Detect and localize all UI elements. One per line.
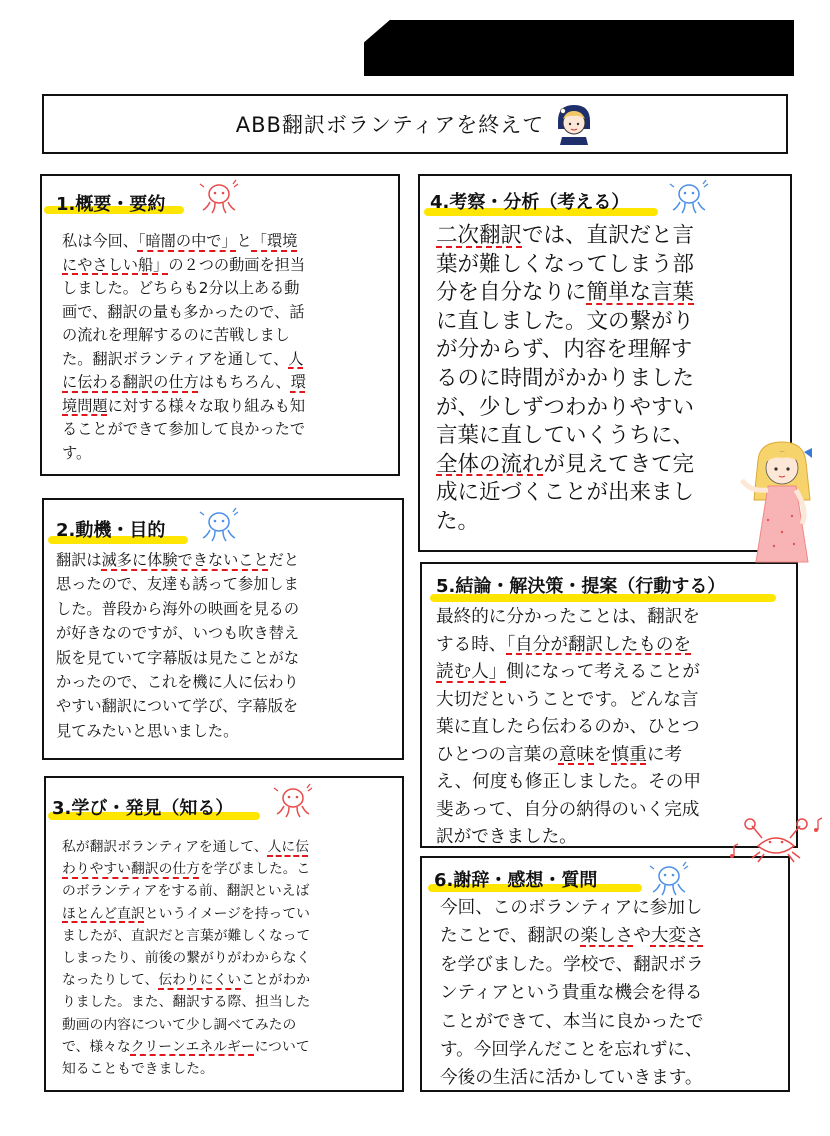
text-line [436, 394, 694, 423]
text-segment: た。翻訳ボランティアを通して、 [62, 349, 289, 368]
section-body-6 [440, 894, 704, 1093]
text-segment: 葉が難しくなってしまう部 [436, 251, 695, 277]
text-segment: を学びました。こ [199, 861, 311, 878]
text-line [62, 277, 306, 301]
text-segment: では、直訳だと言 [522, 223, 695, 248]
underlined-phrase: 伝わりにくい [158, 972, 242, 989]
text-line [436, 251, 694, 280]
text-segment: する時、 [436, 634, 507, 655]
page-title: ABB翻訳ボランティアを終えて [235, 113, 545, 137]
text-line [62, 230, 306, 254]
crab-icon [728, 816, 824, 866]
text-segment: に対する様々な取り組みも知 [107, 396, 305, 415]
text-segment: 動画の内容について少し調べてみたの [62, 1016, 297, 1033]
girl-avatar-icon [554, 101, 594, 147]
text-segment: 私が翻訳ボランティアを通して、 [62, 839, 268, 855]
text-line [62, 371, 306, 395]
text-segment: について [254, 1038, 310, 1055]
text-line [62, 925, 310, 947]
text-line [62, 1014, 310, 1036]
text-segment: の２つの動画を担当 [168, 255, 305, 274]
text-segment: で、様々な [62, 1038, 131, 1055]
section-heading-1: 1.概要・要約 [56, 194, 166, 215]
text-segment: 分を自分なりに [436, 280, 587, 306]
text-line [56, 597, 299, 621]
text-line [440, 951, 704, 979]
text-line [62, 442, 306, 466]
text-segment: を [594, 744, 612, 765]
text-segment: のボランティアをする前、翻訳といえば [62, 883, 310, 900]
text-line [440, 1036, 704, 1064]
text-segment: す。今回学んだことを忘れずに、 [440, 1040, 703, 1061]
octopus-icon [196, 506, 242, 546]
underlined-phrase: 「環境 [251, 232, 298, 250]
text-line [56, 548, 299, 572]
text-line [62, 991, 310, 1013]
text-segment: を学びました。学校で、翻訳ボラ [440, 954, 704, 975]
text-segment: 版を見ていて字幕版は見たことがな [56, 648, 299, 667]
text-line [56, 621, 299, 645]
text-segment: 葉に直したら伝わるのか、ひとつ [436, 717, 700, 737]
text-segment: ひとつの言葉の [436, 744, 559, 765]
text-segment: たことで、翻訳の [440, 926, 581, 947]
text-segment: なったりして、 [62, 972, 159, 989]
text-line [62, 395, 306, 419]
text-segment: 側になって考えることが [506, 662, 700, 682]
octopus-icon [270, 782, 316, 822]
text-line [436, 279, 694, 308]
text-segment: るのに時間がかかりました [436, 365, 695, 391]
section-body-1 [62, 230, 306, 465]
underlined-phrase: 読む人」 [436, 662, 507, 682]
header-black-tab [364, 20, 794, 76]
text-line [440, 922, 704, 950]
text-segment: ことがわか [241, 972, 311, 989]
text-line [440, 979, 704, 1007]
text-line [436, 336, 694, 365]
text-segment: す。 [62, 443, 92, 462]
underlined-phrase: 「暗闇の中で」 [137, 232, 237, 250]
underlined-phrase: 意味 [558, 744, 595, 765]
text-line [436, 222, 694, 251]
underlined-phrase: 滅多に体験できないこと [101, 551, 269, 569]
text-segment: と [236, 232, 252, 250]
section-body-2 [56, 548, 299, 743]
text-segment: の流れを理解するのに苦戦しまし [62, 326, 290, 344]
text-line [56, 670, 299, 694]
text-segment: 最終的に分かったことは、翻訳を [436, 607, 700, 627]
text-line [62, 254, 306, 278]
title-box [42, 94, 788, 154]
text-segment: が、少しずつわかりやすい [436, 394, 695, 420]
text-segment: やすい翻訳について学び、字幕版を [56, 697, 299, 716]
text-line [436, 687, 701, 715]
octopus-icon [196, 178, 242, 218]
section-body-3 [62, 836, 310, 1080]
text-line [436, 824, 701, 852]
text-line [436, 508, 694, 537]
text-line [62, 880, 310, 902]
text-segment: というイメージを持ってい [144, 905, 310, 922]
underlined-phrase: 人 [288, 349, 304, 368]
text-segment: ことができて、本当に良かったで [440, 1011, 704, 1032]
text-segment: た。 [436, 508, 480, 534]
text-line [62, 301, 306, 325]
text-line [436, 742, 701, 770]
text-segment: ンティアという貴重な機会を得る [440, 983, 703, 1004]
text-line [440, 894, 704, 922]
underlined-phrase: 人に伝 [267, 839, 309, 855]
text-segment: に考 [646, 744, 683, 765]
text-segment: ましたが、直訳だと言葉が難しくなって [62, 927, 311, 944]
underlined-phrase: 環 [290, 373, 306, 391]
text-line [56, 719, 299, 743]
text-segment: 大切だということです。どんな言 [436, 689, 699, 710]
text-line [436, 604, 701, 632]
text-line [62, 969, 310, 991]
text-segment: 今後の生活に活かしていきます。 [440, 1068, 703, 1089]
underlined-phrase: に伝わる翻訳の仕方 [62, 373, 199, 391]
text-line [436, 632, 701, 660]
section-heading-5: 5.結論・解決策・提案（行動する） [436, 576, 726, 597]
text-segment: 翻訳は [56, 551, 102, 569]
text-segment: が好きなのですが、いつも吹き替え [56, 624, 299, 643]
underlined-phrase: 二次翻訳 [436, 223, 523, 248]
text-segment: ることができて参加して良かったで [62, 420, 305, 438]
text-line [436, 451, 694, 480]
text-line [440, 1064, 704, 1092]
underlined-phrase: 「自分が翻訳したものを [506, 634, 692, 655]
text-line [56, 646, 299, 670]
section-body-4 [436, 222, 694, 537]
section-body-5 [436, 604, 701, 852]
text-segment: 成に近づくことが出来まし [436, 480, 695, 506]
text-segment: かったので、これを機に人に伝わり [56, 673, 299, 692]
text-line [56, 572, 299, 596]
underlined-phrase: クリーンエネルギー [130, 1038, 255, 1055]
text-segment: や [633, 926, 651, 947]
underlined-phrase: ほとんど直訳 [62, 905, 145, 922]
text-segment: 訳ができました。 [436, 827, 577, 847]
underlined-phrase: 全体の流れ [436, 451, 544, 477]
text-line [440, 1008, 704, 1036]
girl-illustration-icon [738, 440, 826, 570]
octopus-icon [666, 178, 712, 218]
text-segment: りました。また、翻訳する際、担当した [62, 994, 311, 1011]
underlined-phrase: 大変さ [650, 926, 704, 947]
text-segment: 言葉に直していくうちに、 [436, 423, 695, 449]
text-segment: 思ったので、友達も誘って参加しま [56, 575, 299, 594]
text-line [436, 769, 701, 797]
section-heading-3: 3.学び・発見（知る） [52, 798, 234, 819]
text-line [62, 324, 306, 348]
text-segment: 斐あって、自分の納得のいく完成 [436, 799, 700, 820]
text-line [436, 422, 694, 451]
text-segment: 今回、このボランティアに参加し [440, 898, 703, 918]
text-line [436, 365, 694, 394]
text-segment: しまったり、前後の繋がりがわからなく [62, 950, 311, 967]
underlined-phrase: にやさしい船」 [62, 255, 169, 274]
text-line [436, 308, 694, 337]
text-segment: だと [268, 551, 299, 569]
underlined-phrase: 慎重 [611, 744, 647, 765]
text-line [436, 659, 701, 687]
text-segment: した。普段から海外の映画を見るの [56, 599, 299, 618]
underlined-phrase: わりやすい翻訳の仕方 [62, 861, 200, 878]
text-line [436, 797, 701, 825]
section-heading-2: 2.動機・目的 [56, 520, 166, 541]
text-segment: 画で、翻訳の量も多かったので、話 [62, 302, 305, 321]
underlined-phrase: 境問題 [62, 396, 108, 415]
text-line [56, 694, 299, 718]
text-line [62, 947, 310, 969]
text-line [62, 1036, 310, 1058]
text-line [62, 1058, 310, 1080]
section-heading-4: 4.考察・分析（考える） [430, 192, 630, 213]
text-line [436, 479, 694, 508]
text-line [62, 836, 310, 858]
text-segment: 見てみたいと思いました。 [56, 721, 239, 740]
text-segment: に直しました。文の繋がり [436, 308, 695, 334]
section-heading-6: 6.謝辞・感想・質問 [434, 870, 598, 891]
text-segment: 知ることもできました。 [62, 1061, 214, 1078]
text-segment: しました。どちらも2分以上ある動 [62, 279, 300, 297]
text-line [62, 418, 306, 442]
text-segment: 私は今回、 [62, 232, 138, 250]
text-segment: が分からず、内容を理解す [436, 337, 693, 363]
text-segment: が見えてきて完 [543, 451, 695, 477]
text-line [62, 903, 310, 925]
text-segment: はもちろん、 [198, 373, 291, 391]
text-line [62, 858, 310, 880]
underlined-phrase: 楽しさ [580, 926, 634, 947]
text-segment: え、何度も修正しました。その甲 [436, 772, 701, 792]
underlined-phrase: 簡単な言葉 [586, 280, 695, 306]
text-line [62, 348, 306, 372]
text-line [436, 714, 701, 742]
